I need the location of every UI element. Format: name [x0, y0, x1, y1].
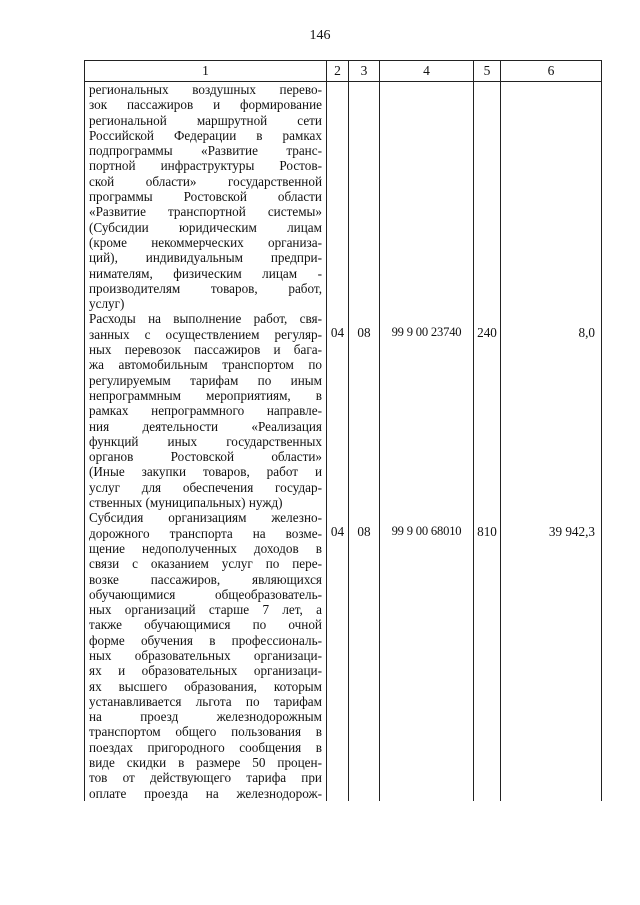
amount	[501, 82, 602, 312]
row-description	[85, 311, 327, 510]
description-line: портной инфраструктуры Ростов-	[89, 158, 322, 174]
description-line: нимателям, физическим лицам -	[89, 265, 322, 281]
description-line: возке пассажиров, являющихся	[89, 571, 322, 587]
column-header: 4	[380, 61, 474, 82]
amount: 8,0	[501, 311, 602, 510]
table-row	[85, 510, 602, 801]
expense-type-code: 810	[474, 510, 501, 801]
description-line: связи с оказанием услуг по пере-	[89, 556, 322, 572]
description-line: (Субсидии юридическим лицам	[89, 219, 322, 235]
description-line: услуг)	[89, 296, 125, 312]
description-line: ях высшего образования, которым	[89, 678, 322, 694]
expense-type-code	[474, 82, 501, 312]
description-line: ственных (муниципальных) нужд)	[89, 495, 283, 511]
description-line: дорожного транспорта на возме-	[89, 525, 322, 541]
description-line: непрограммным мероприятиям, в	[89, 387, 322, 403]
amount: 39 942,3	[501, 510, 602, 801]
target-article-code: 99 9 00 68010	[380, 510, 474, 801]
description-line: ных перевозок пассажиров и бага-	[89, 342, 322, 358]
description-line: форме обучения в профессиональ-	[89, 632, 322, 648]
description-line: региональной маршрутной сети	[89, 112, 322, 128]
description-line: поездах пригородного сообщения в	[89, 739, 322, 755]
description-line: региональных воздушных перево-	[89, 82, 322, 97]
description-line: «Развитие транспортной системы»	[89, 204, 322, 220]
description-line: ях и образовательных организаци-	[89, 663, 322, 679]
description-line: подпрограммы «Развитие транс-	[89, 143, 322, 159]
description-line: также обучающимися по очной	[89, 617, 322, 633]
target-article-code	[380, 82, 474, 312]
description-line: обучающимися общеобразователь-	[89, 586, 322, 602]
description-line: производителям товаров, работ,	[89, 280, 322, 296]
column-header: 1	[85, 61, 327, 82]
section-code: 04	[327, 510, 349, 801]
table-row	[85, 311, 602, 510]
description-line: на проезд железнодорожным	[89, 709, 322, 725]
description-line: ния деятельности «Реализация	[89, 418, 322, 434]
row-description	[85, 82, 327, 312]
description-line: жа автомобильным транспортом по	[89, 357, 322, 373]
expense-type-code: 240	[474, 311, 501, 510]
description-line: транспортом общего пользования в	[89, 724, 322, 740]
description-line: услуг для обеспечения государ-	[89, 479, 322, 495]
description-line: рамках непрограммного направле-	[89, 403, 322, 419]
description-line: регулируемым тарифам по иным	[89, 372, 322, 388]
description-line: Российской Федерации в рамках	[89, 127, 322, 143]
description-line: Расходы на выполнение работ, свя-	[89, 311, 322, 327]
description-line: щение недополученных доходов в	[89, 540, 322, 556]
description-line: тов от действующего тарифа при	[89, 770, 322, 786]
column-header: 2	[327, 61, 349, 82]
description-line: ций), индивидуальным предпри-	[89, 250, 322, 266]
description-line: ных образовательных организаци-	[89, 647, 322, 663]
subsection-code: 08	[349, 311, 380, 510]
budget-table	[84, 60, 602, 801]
description-line: Субсидия организациям железно-	[89, 510, 322, 526]
description-line: органов Ростовской области»	[89, 449, 322, 465]
description-line: зок пассажиров и формирование	[89, 97, 322, 113]
section-code: 04	[327, 311, 349, 510]
page-number: 146	[309, 28, 331, 43]
row-description	[85, 510, 327, 801]
column-header: 6	[501, 61, 602, 82]
description-line: функций иных государственных	[89, 433, 322, 449]
description-line: занных с осуществлением регуляр-	[89, 326, 322, 342]
description-line: ской области» государственной	[89, 173, 322, 189]
description-line: (Иные закупки товаров, работ и	[89, 464, 322, 480]
target-article-code: 99 9 00 23740	[380, 311, 474, 510]
subsection-code: 08	[349, 510, 380, 801]
section-code	[327, 82, 349, 312]
description-line: оплате проезда на железнодорож-	[89, 785, 322, 801]
description-line: (кроме некоммерческих организа-	[89, 234, 322, 250]
column-header: 3	[349, 61, 380, 82]
table-row	[85, 82, 602, 312]
column-header: 5	[474, 61, 501, 82]
description-line: ных организаций старше 7 лет, а	[89, 602, 322, 618]
subsection-code	[349, 82, 380, 312]
table-header-row	[85, 61, 602, 82]
description-line: виде скидки в размере 50 процен-	[89, 755, 322, 771]
description-line: устанавливается льгота по тарифам	[89, 693, 322, 709]
description-line: программы Ростовской области	[89, 189, 322, 205]
